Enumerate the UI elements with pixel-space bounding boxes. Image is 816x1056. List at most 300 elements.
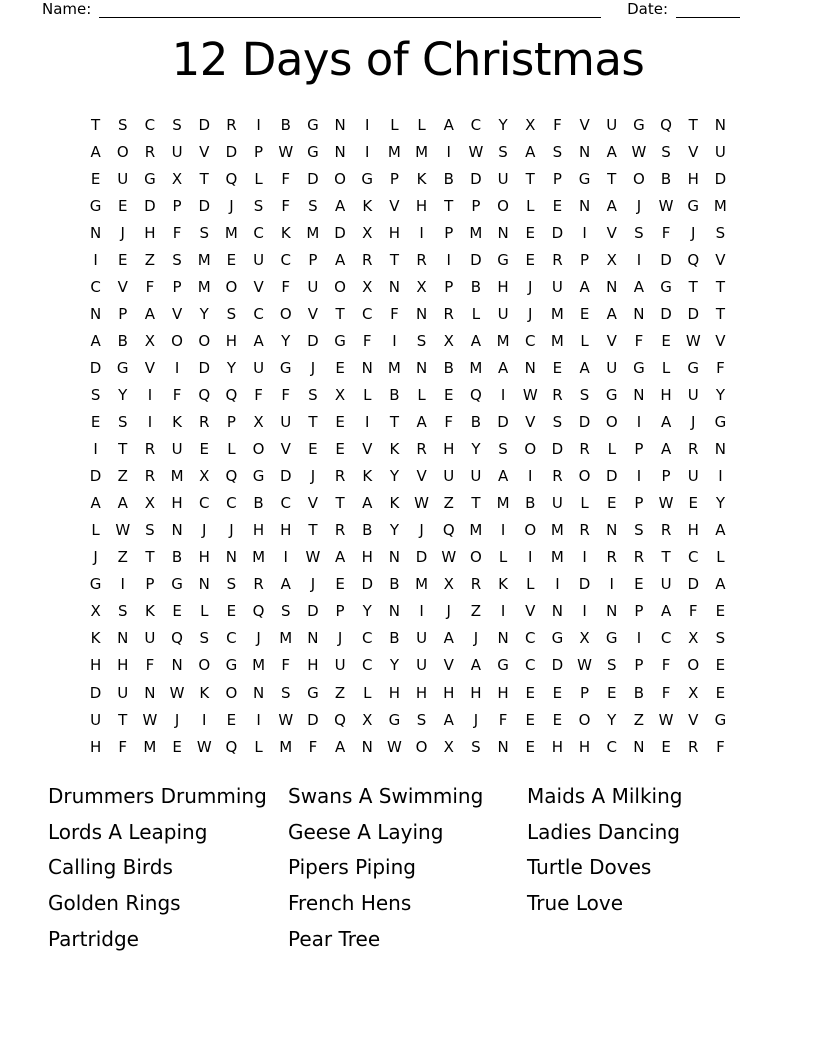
grid-letter: Q — [225, 737, 238, 756]
grid-letter: S — [308, 196, 318, 215]
grid-letter: G — [633, 358, 645, 377]
grid-letter: D — [89, 358, 102, 377]
word-list-item: Turtle Doves — [527, 855, 652, 880]
grid-letter: M — [469, 521, 483, 540]
grid-letter: N — [415, 304, 428, 323]
grid-letter: T — [308, 413, 318, 432]
grid-letter: S — [715, 223, 726, 242]
grid-letter: V — [715, 331, 726, 350]
grid-letter: F — [254, 385, 263, 404]
grid-letter: W — [441, 548, 457, 567]
grid-letter: I — [446, 142, 451, 161]
grid-letter: H — [415, 683, 428, 702]
grid-letter: G — [89, 575, 102, 594]
grid-letter: D — [279, 467, 292, 486]
grid-letter: I — [636, 467, 642, 486]
word-list-item: Golden Rings — [48, 891, 181, 916]
grid-letter: T — [335, 304, 345, 323]
grid-letter: A — [579, 277, 590, 296]
grid-letter: P — [145, 575, 155, 594]
grid-letter: N — [171, 521, 183, 540]
grid-letter: U — [687, 385, 699, 404]
grid-letter: W — [278, 710, 294, 729]
grid-letter: H — [470, 683, 482, 702]
grid-letter: G — [551, 629, 564, 648]
grid-letter: B — [117, 331, 128, 350]
grid-letter: V — [362, 440, 373, 459]
grid-letter: M — [550, 304, 564, 323]
grid-letter: H — [144, 223, 156, 242]
grid-letter: F — [634, 331, 644, 350]
grid-letter: D — [89, 467, 102, 486]
grid-letter: I — [528, 467, 533, 486]
grid-letter: Q — [470, 385, 482, 404]
grid-letter: G — [660, 277, 672, 296]
word-list-item: Swans A Swimming — [288, 784, 484, 808]
grid-letter: Q — [198, 385, 211, 404]
grid-letter: C — [144, 115, 156, 134]
grid-letter: T — [715, 304, 725, 323]
grid-letter: N — [606, 277, 618, 296]
grid-letter: V — [443, 656, 454, 675]
grid-letter: S — [308, 385, 318, 404]
grid-letter: G — [687, 358, 700, 377]
grid-letter: M — [252, 656, 266, 675]
grid-letter: R — [579, 440, 590, 459]
grid-letter: A — [280, 575, 291, 594]
grid-letter: J — [310, 358, 316, 377]
grid-letter: J — [202, 521, 207, 540]
grid-letter: A — [334, 196, 346, 215]
grid-letter: M — [170, 467, 184, 486]
grid-letter: C — [525, 629, 536, 648]
grid-letter: E — [335, 413, 345, 432]
grid-letter: G — [388, 710, 401, 729]
grid-letter: F — [716, 737, 725, 756]
grid-letter: K — [172, 413, 182, 432]
grid-letter: P — [335, 602, 345, 621]
grid-letter: D — [89, 683, 102, 702]
grid-letter: F — [145, 656, 155, 675]
grid-letter: F — [688, 602, 698, 621]
grid-letter: J — [120, 223, 125, 242]
grid-letter: H — [660, 385, 672, 404]
grid-letter: S — [498, 142, 508, 161]
grid-letter: R — [416, 440, 427, 459]
grid-letter: V — [606, 331, 617, 350]
grid-letter: O — [279, 304, 292, 323]
grid-letter: E — [90, 413, 101, 432]
grid-letter: S — [226, 575, 237, 594]
grid-letter: S — [661, 142, 671, 161]
grid-letter: H — [117, 656, 129, 675]
grid-letter: C — [199, 494, 210, 513]
grid-letter: W — [169, 683, 185, 702]
grid-letter: S — [552, 413, 563, 432]
grid-letter: X — [171, 169, 183, 188]
grid-letter: H — [89, 656, 102, 675]
grid-letter: V — [688, 142, 699, 161]
grid-letter: C — [525, 331, 536, 350]
grid-letter: G — [605, 629, 618, 648]
grid-letter: R — [253, 575, 264, 594]
grid-letter: F — [390, 304, 399, 323]
grid-letter: M — [550, 521, 564, 540]
grid-letter: C — [226, 494, 237, 513]
grid-letter: D — [551, 656, 564, 675]
grid-letter: M — [469, 223, 483, 242]
grid-letter: S — [634, 521, 644, 540]
grid-letter: A — [253, 331, 264, 350]
grid-letter: H — [89, 737, 102, 756]
grid-letter: V — [144, 358, 156, 377]
grid-letter: O — [524, 440, 537, 459]
grid-letter: J — [691, 223, 696, 242]
grid-letter: V — [199, 142, 210, 161]
grid-letter: F — [172, 223, 182, 242]
grid-letter: S — [280, 683, 291, 702]
grid-letter: R — [443, 304, 454, 323]
grid-letter: W — [685, 331, 701, 350]
grid-letter: U — [307, 277, 319, 296]
grid-letter: S — [715, 629, 726, 648]
word-list-item: Maids A Milking — [527, 784, 683, 808]
grid-letter: E — [335, 440, 345, 459]
grid-letter: C — [660, 629, 672, 648]
name-label: Name: — [42, 0, 92, 18]
grid-letter: E — [552, 683, 563, 702]
grid-letter: Z — [443, 494, 454, 513]
grid-letter: H — [388, 223, 401, 242]
grid-letter: E — [525, 710, 535, 729]
grid-letter: B — [633, 683, 645, 702]
grid-letter: H — [687, 169, 699, 188]
grid-letter: T — [688, 115, 698, 134]
grid-letter: Z — [117, 548, 128, 567]
grid-letter: N — [497, 223, 509, 242]
grid-letter: X — [579, 629, 590, 648]
grid-letter: M — [496, 331, 510, 350]
grid-letter: V — [525, 602, 536, 621]
grid-letter: C — [525, 656, 536, 675]
grid-letter: E — [226, 710, 237, 729]
grid-letter: X — [362, 277, 373, 296]
word-list — [0, 779, 816, 979]
word-list-item: True Love — [527, 891, 624, 916]
grid-letter: B — [470, 277, 482, 296]
grid-letter: P — [172, 196, 182, 215]
grid-letter: M — [252, 548, 266, 567]
grid-letter: L — [607, 440, 616, 459]
grid-letter: F — [553, 115, 562, 134]
grid-letter: R — [552, 385, 563, 404]
grid-letter: N — [578, 142, 591, 161]
grid-letter: M — [550, 548, 564, 567]
grid-letter: E — [579, 304, 590, 323]
grid-letter: A — [660, 413, 672, 432]
grid-letter: A — [334, 737, 346, 756]
grid-letter: A — [443, 115, 454, 134]
grid-letter: S — [117, 602, 128, 621]
grid-letter: X — [443, 737, 454, 756]
grid-letter: Y — [199, 304, 209, 323]
grid-letter: V — [416, 467, 427, 486]
grid-letter: I — [636, 413, 642, 432]
grid-letter: B — [253, 494, 264, 513]
grid-letter: P — [389, 169, 399, 188]
grid-letter: O — [524, 521, 537, 540]
grid-letter: Y — [389, 467, 399, 486]
name-blank-line — [99, 1, 601, 18]
grid-letter: A — [606, 196, 617, 215]
grid-letter: D — [687, 575, 700, 594]
grid-letter: A — [90, 331, 101, 350]
grid-letter: J — [337, 629, 343, 648]
grid-letter: G — [307, 115, 319, 134]
grid-letter: L — [417, 115, 426, 134]
grid-letter: I — [500, 385, 506, 404]
grid-letter: I — [365, 115, 370, 134]
grid-letter: N — [361, 737, 373, 756]
grid-letter: H — [687, 521, 699, 540]
grid-letter: A — [660, 440, 672, 459]
grid-letter: J — [636, 196, 642, 215]
grid-letter: N — [714, 115, 727, 134]
grid-letter: D — [578, 575, 591, 594]
grid-letter: D — [578, 413, 591, 432]
grid-letter: I — [147, 385, 153, 404]
grid-letter: J — [419, 521, 424, 540]
grid-letter: K — [90, 629, 101, 648]
grid-letter: P — [226, 413, 236, 432]
grid-letter: C — [362, 304, 373, 323]
grid-letter: R — [579, 521, 590, 540]
grid-letter: E — [118, 250, 128, 269]
word-list-item: French Hens — [288, 891, 412, 916]
word-list-column — [48, 779, 267, 958]
grid-letter: H — [443, 683, 455, 702]
grid-letter: F — [362, 331, 372, 350]
word-list-column — [527, 779, 682, 922]
grid-letter: N — [551, 602, 564, 621]
grid-letter: H — [361, 548, 373, 567]
name-date-header — [42, 0, 740, 18]
grid-letter: J — [93, 548, 98, 567]
grid-letter: N — [198, 575, 210, 594]
date-blank-line — [676, 1, 740, 18]
grid-letter: C — [362, 629, 373, 648]
grid-letter: T — [688, 277, 698, 296]
grid-letter: W — [196, 737, 212, 756]
grid-letter: M — [550, 331, 564, 350]
word-list-item: Partridge — [48, 926, 139, 951]
grid-letter: K — [498, 575, 508, 594]
grid-letter: N — [524, 358, 536, 377]
grid-letter: S — [172, 115, 182, 134]
grid-letter: E — [525, 223, 535, 242]
word-list-item: Drummers Drumming — [48, 784, 267, 808]
grid-letter: W — [468, 142, 484, 161]
grid-letter: L — [200, 602, 209, 621]
grid-letter: A — [660, 602, 672, 621]
grid-letter: Y — [607, 710, 617, 729]
grid-letter: G — [307, 142, 319, 161]
grid-letter: X — [144, 494, 156, 513]
grid-letter: G — [279, 358, 292, 377]
grid-letter: B — [389, 575, 400, 594]
grid-letter: S — [280, 602, 291, 621]
grid-letter: X — [334, 385, 346, 404]
grid-letter: G — [497, 656, 509, 675]
grid-letter: J — [528, 304, 533, 323]
grid-letter: S — [416, 331, 427, 350]
grid-letter: W — [658, 196, 674, 215]
grid-letter: Y — [715, 494, 725, 513]
grid-letter: E — [661, 331, 671, 350]
grid-letter: I — [202, 710, 207, 729]
grid-letter: W — [658, 494, 674, 513]
grid-letter: A — [633, 277, 645, 296]
grid-letter: I — [392, 331, 397, 350]
grid-letter: I — [120, 575, 125, 594]
grid-letter: H — [578, 737, 591, 756]
grid-letter: D — [551, 440, 564, 459]
grid-letter: V — [579, 115, 590, 134]
word-list-item: Pipers Piping — [288, 855, 416, 880]
grid-letter: H — [252, 521, 265, 540]
grid-letter: I — [609, 575, 614, 594]
grid-letter: V — [307, 304, 319, 323]
grid-letter: F — [661, 656, 671, 675]
grid-letter: T — [118, 710, 128, 729]
grid-letter: I — [419, 223, 424, 242]
grid-letter: N — [307, 629, 319, 648]
grid-letter: K — [362, 196, 373, 215]
grid-letter: I — [283, 548, 288, 567]
grid-letter: V — [606, 223, 617, 242]
grid-letter: I — [582, 602, 587, 621]
grid-letter: A — [90, 142, 101, 161]
grid-letter: J — [473, 629, 479, 648]
word-search-grid — [82, 111, 734, 760]
grid-letter: U — [334, 656, 346, 675]
grid-letter: D — [415, 548, 428, 567]
grid-letter: L — [498, 548, 508, 567]
grid-letter: E — [688, 494, 698, 513]
grid-letter: T — [444, 196, 454, 215]
grid-letter: A — [715, 521, 726, 540]
grid-letter: E — [607, 683, 617, 702]
grid-letter: D — [551, 223, 564, 242]
grid-letter: E — [715, 656, 726, 675]
grid-letter: T — [389, 250, 399, 269]
grid-letter: J — [528, 277, 533, 296]
grid-letter: E — [525, 737, 535, 756]
grid-letter: Y — [226, 358, 236, 377]
grid-letter: E — [226, 602, 237, 621]
grid-letter: W — [631, 142, 647, 161]
grid-letter: A — [443, 629, 454, 648]
grid-letter: Z — [633, 710, 645, 729]
grid-letter: V — [171, 304, 183, 323]
grid-letter: X — [525, 115, 536, 134]
grid-letter: O — [633, 169, 645, 188]
grid-letter: N — [606, 521, 618, 540]
grid-letter: E — [172, 602, 182, 621]
grid-letter: X — [606, 250, 617, 269]
grid-letter: F — [661, 223, 671, 242]
grid-letter: I — [256, 710, 261, 729]
grid-letter: S — [199, 629, 209, 648]
grid-letter: R — [606, 548, 617, 567]
grid-letter: U — [714, 142, 726, 161]
grid-letter: S — [199, 223, 209, 242]
grid-letter: D — [334, 223, 346, 242]
grid-letter: D — [198, 358, 211, 377]
grid-letter: E — [715, 683, 726, 702]
grid-letter: H — [388, 683, 401, 702]
grid-letter: D — [361, 575, 374, 594]
grid-letter: R — [688, 737, 699, 756]
grid-letter: I — [147, 413, 153, 432]
grid-letter: P — [308, 250, 318, 269]
grid-letter: B — [389, 629, 400, 648]
grid-letter: O — [334, 277, 346, 296]
grid-letter: A — [525, 142, 536, 161]
grid-letter: S — [90, 385, 101, 404]
grid-letter: M — [469, 358, 483, 377]
grid-letter: N — [89, 304, 102, 323]
grid-letter: L — [580, 331, 589, 350]
grid-letter: U — [171, 440, 183, 459]
grid-letter: I — [718, 467, 723, 486]
grid-letter: N — [225, 548, 238, 567]
grid-letter: U — [117, 683, 129, 702]
grid-letter: W — [658, 710, 674, 729]
grid-letter: H — [497, 683, 509, 702]
grid-letter: W — [577, 656, 592, 675]
grid-letter: P — [634, 602, 644, 621]
grid-letter: R — [552, 250, 563, 269]
grid-letter: C — [226, 629, 237, 648]
grid-letter: N — [171, 656, 183, 675]
grid-letter: I — [365, 413, 370, 432]
grid-letter: U — [280, 413, 292, 432]
grid-letter: R — [334, 467, 346, 486]
grid-letter: Q — [225, 467, 238, 486]
grid-letter: M — [387, 358, 401, 377]
grid-letter: V — [253, 277, 264, 296]
grid-letter: I — [528, 548, 533, 567]
grid-letter: C — [280, 494, 291, 513]
grid-letter: P — [634, 656, 644, 675]
grid-letter: N — [388, 277, 401, 296]
grid-letter: C — [280, 250, 291, 269]
word-list-item: Ladies Dancing — [527, 819, 680, 844]
grid-letter: Y — [498, 115, 508, 134]
grid-letter: D — [198, 196, 211, 215]
grid-letter: F — [661, 683, 671, 702]
grid-letter: C — [253, 304, 264, 323]
grid-letter: X — [90, 602, 101, 621]
grid-letter: L — [580, 494, 589, 513]
grid-letter: J — [691, 413, 696, 432]
grid-letter: Z — [334, 683, 346, 702]
grid-letter: E — [715, 602, 726, 621]
grid-letter: D — [307, 169, 319, 188]
grid-letter: T — [145, 548, 155, 567]
grid-letter: Y — [389, 521, 399, 540]
